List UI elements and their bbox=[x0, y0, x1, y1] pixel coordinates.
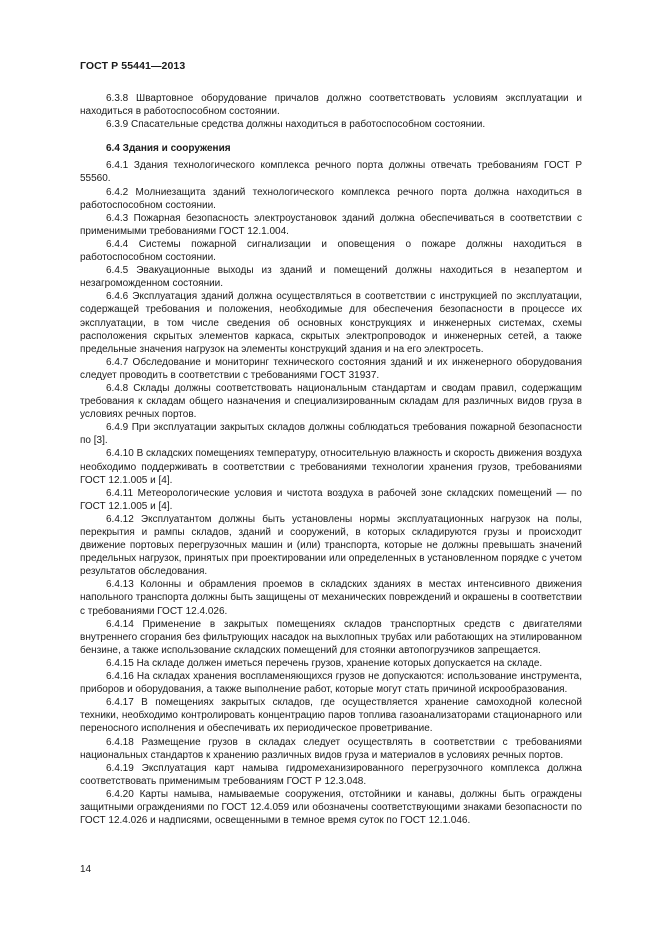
paragraph-6-4-12: 6.4.12 Эксплуатантом должны быть установлены нормы эксплуатационных нагрузок на полы, перекрытия и рампы складов, зданий и сооружений, в которых складируются грузы и происходит движение портовых перегрузочных машин и (или) транспорта, которые не должны превышать значений предельных нагрузок, принятых при проектировании или определенных в установленном порядке с учетом результатов обследования. bbox=[80, 513, 582, 578]
document-body bbox=[80, 92, 582, 827]
page-number: 14 bbox=[80, 864, 92, 875]
paragraph-6-4-7: 6.4.7 Обследование и мониторинг технического состояния зданий и их инженерного оборудования следует проводить в соответствии с требованиями ГОСТ 31937. bbox=[80, 356, 582, 381]
paragraph-6-4-13: 6.4.13 Колонны и обрамления проемов в складских зданиях в местах интенсивного движения напольного транспорта должны быть защищены от механических повреждений и окрашены в соответствии с требованиями ГОСТ 12.4.026. bbox=[80, 579, 582, 617]
paragraph-6-4-17: 6.4.17 В помещениях закрытых складов, где осуществляется хранение самоходной колесной техники, необходимо контролировать концентрацию паров топлива газоанализаторами стационарного или переносного исполнения и обеспечивать их периодическое проветривание. bbox=[80, 697, 582, 735]
section-heading: 6.4 Здания и сооружения bbox=[106, 143, 231, 155]
paragraph-6-4-15: 6.4.15 На складе должен иметься перечень грузов, хранение которых допускается на складе. bbox=[106, 657, 543, 669]
paragraph-6-4-20: 6.4.20 Карты намыва, намываемые сооружения, отстойники и канавы, должны быть ограждены защитными ограждениями по ГОСТ 12.4.059 или обозначены соответствующими знаками безопасности по ГОСТ 12.4.026 и надписями, освещенными в темное время суток по ГОСТ 12.1.046. bbox=[80, 788, 582, 827]
paragraph-6-4-5: 6.4.5 Эвакуационные выходы из зданий и помещений должны находиться в незапертом и незагроможденном состоянии. bbox=[80, 265, 582, 290]
paragraph-6-4-6: 6.4.6 Эксплуатация зданий должна осуществляться в соответствии с инструкцией по эксплуатации, содержащей требования и положения, необходимые для обеспечения безопасности в процессе их эксплуатации, в том числе сведения об основных конструкциях и инженерных системах, схемы расположения скрытых элементов каркаса, скрытых электропроводок и инженерных сетей, а также предельные значения нагрузок на элементы конструкций здания и на его электросеть. bbox=[80, 291, 582, 355]
paragraph-6-3-9: 6.3.9 Спасательные средства должны находиться в работоспособном состоянии. bbox=[106, 119, 486, 131]
paragraph-6-4-4: 6.4.4 Системы пожарной сигнализации и оповещения о пожаре должны находиться в работоспособном состоянии. bbox=[80, 238, 582, 264]
paragraph-6-4-14: 6.4.14 Применение в закрытых помещениях складов транспортных средств с двигателями внутреннего сгорания без фильтрующих насадок на выхлопных трубах или работающих на этилированном бензине, а также использование складских помещений для стоянки автопогрузчиков запрещается. bbox=[80, 618, 582, 656]
paragraph-6-3-8: 6.3.8 Швартовное оборудование причалов должно соответствовать условиям эксплуатации и находиться в работоспособном состоянии. bbox=[80, 93, 582, 118]
paragraph-6-4-16: 6.4.16 На складах хранения воспламеняющихся грузов не допускаются: использование инструмента, приборов и оборудования, а также выполнение работ, которые могут стать причиной искрообразования. bbox=[80, 671, 582, 696]
paragraph-6-4-18: 6.4.18 Размещение грузов в складах следует осуществлять в соответствии с требованиями национальных стандартов к хранению различных видов груза и материалов в условиях речных портов. bbox=[80, 736, 582, 761]
paragraph-6-4-10: 6.4.10 В складских помещениях температуру, относительную влажность и скорость движения воздуха необходимо поддерживать в соответствии с требованиями технологии хранения грузов, требованиями ГОСТ 12.1.005 и [4]. bbox=[80, 448, 582, 486]
paragraph-6-4-3: 6.4.3 Пожарная безопасность электроустановок зданий должна обеспечиваться в соответствии с применимыми требованиями ГОСТ 12.1.004. bbox=[80, 212, 582, 237]
paragraph-6-4-8: 6.4.8 Склады должны соответствовать национальным стандартам и сводам правил, содержащим требования к складам общего назначения и специализированным складам для различных видов груза в условиях речных портов. bbox=[80, 382, 582, 421]
paragraph-6-4-9: 6.4.9 При эксплуатации закрытых складов должны соблюдаться требования пожарной безопасности по [3]. bbox=[80, 422, 582, 447]
paragraph-6-4-1: 6.4.1 Здания технологического комплекса речного порта должны отвечать требованиям ГОСТ Р 55560. bbox=[80, 160, 582, 185]
paragraph-6-4-19: 6.4.19 Эксплуатация карт намыва гидромеханизированного перегрузочного комплекса должна соответствовать применимым требованиям ГОСТ Р 12.3.048. bbox=[80, 762, 582, 787]
paragraph-6-4-11: 6.4.11 Метеорологические условия и чистота воздуха в рабочей зоне складских помещений — по ГОСТ 12.1.005 и [4]. bbox=[80, 487, 582, 512]
document-header: ГОСТ Р 55441—2013 bbox=[80, 60, 186, 72]
paragraph-6-4-2: 6.4.2 Молниезащита зданий технологического комплекса речного порта должна находиться в работоспособном состоянии. bbox=[80, 186, 582, 211]
